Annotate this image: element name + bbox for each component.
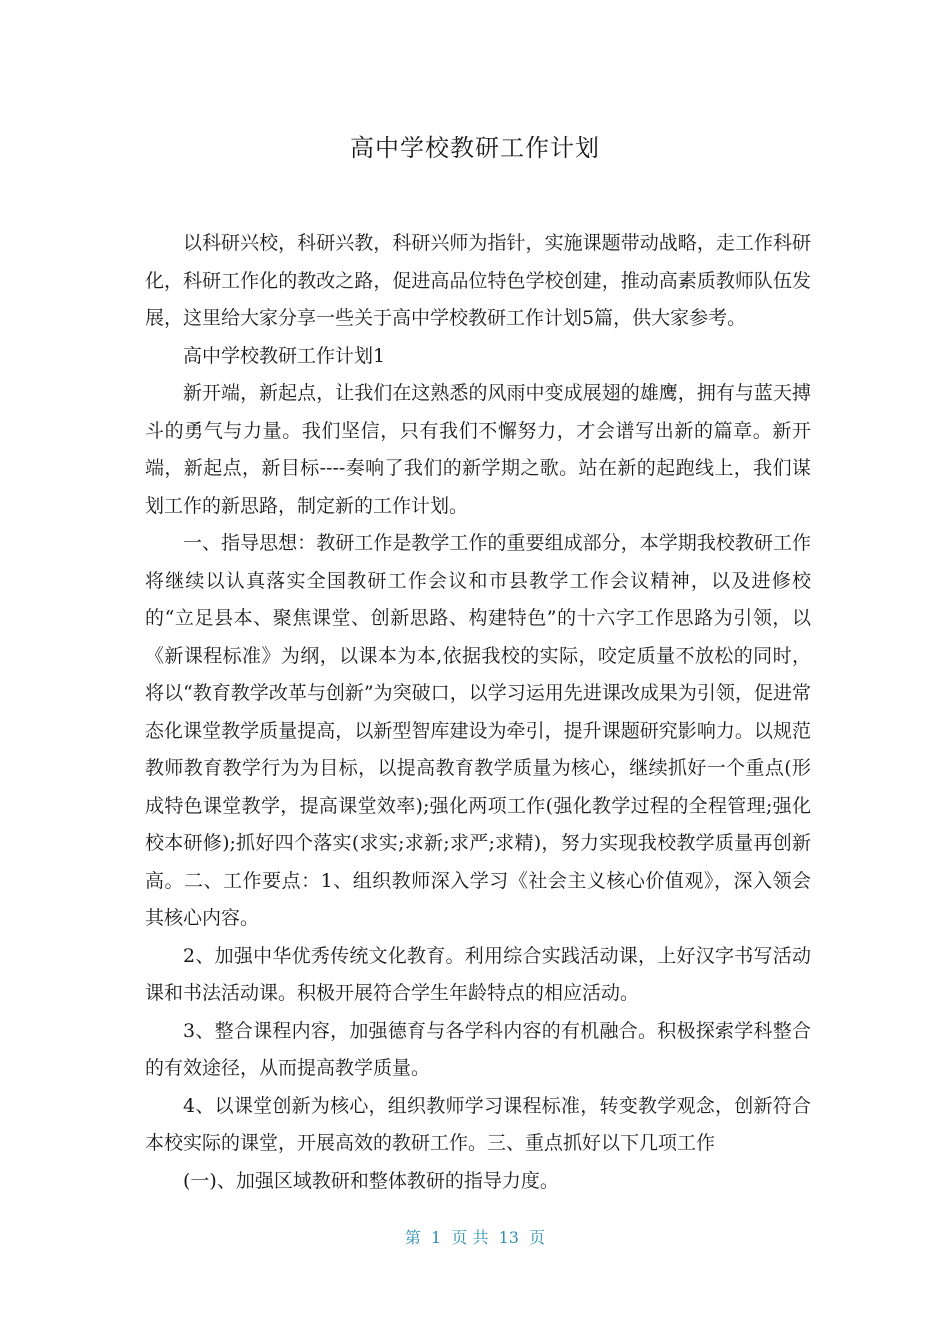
body-paragraph: 4、以课堂创新为核心，组织教师学习课程标准，转变教学观念，创新符合本校实际的课堂，开展高效的教研工作。三、重点抓好以下几项工作 — [145, 1094, 811, 1154]
document-title: 高中学校教研工作计划 — [350, 134, 600, 162]
body-paragraph: 新开端，新起点，让我们在这熟悉的风雨中变成展翅的雄鹰，拥有与蓝天搏斗的勇气与力量。我们坚信，只有我们不懈努力，才会谱写出新的篇章。新开端，新起点，新目标----奏响了我们的新学期之歌。站在新的起跑线上，我们谋划工作的新思路，制定新的工作计划。 — [145, 382, 811, 517]
intro-paragraph: 以科研兴校，科研兴教，科研兴师为指针，实施课题带动战略，走工作科研化，科研工作化的教改之路，促进高品位特色学校创建，推动高素质教师队伍发展，这里给大家分享一些关于高中学校教研工作计划5篇，供大家参考。 — [145, 232, 811, 329]
body-paragraph: 一、指导思想：教研工作是教学工作的重要组成部分，本学期我校教研工作将继续以认真落实全国教研工作会议和市县教学工作会议精神，以及进修校的“立足县本、聚焦课堂、创新思路、构建特色”的十六字工作思路为引领，以《新课程标准》为纲，以课本为本,依据我校的实际，咬定质量不放松的同时，将以“教育教学改革与创新”为突破口，以学习运用先进课改成果为引领，促进常态化课堂教学质量提高，以新型智库建设为牵引，提升课题研究影响力。以规范教师教育教学行为为目标，以提高教育教学质量为核心，继续抓好一个重点(形成特色课堂教学，提高课堂效率);强化两项工作(强化教学过程的全程管理;强化校本研修);抓好四个落实(求实;求新;求严;求精)，努力实现我校教学质量再创新高。二、工作要点：1、组织教师深入学习《社会主义核心价值观》，深入领会其核心内容。 — [145, 532, 811, 929]
section-heading: 高中学校教研工作计划1 — [183, 344, 386, 367]
body-paragraph: (一)、加强区域教研和整体教研的指导力度。 — [183, 1169, 559, 1192]
body-paragraph: 2、加强中华优秀传统文化教育。利用综合实践活动课，上好汉字书写活动课和书法活动课。积极开展符合学生年龄特点的相应活动。 — [145, 944, 811, 1004]
document-body — [145, 225, 811, 1200]
body-paragraph: 3、整合课程内容，加强德育与各学科内容的有机融合。积极探索学科整合的有效途径，从而提高教学质量。 — [145, 1019, 811, 1079]
page-number-footer: 第 1 页 共 13 页 — [404, 1228, 546, 1247]
